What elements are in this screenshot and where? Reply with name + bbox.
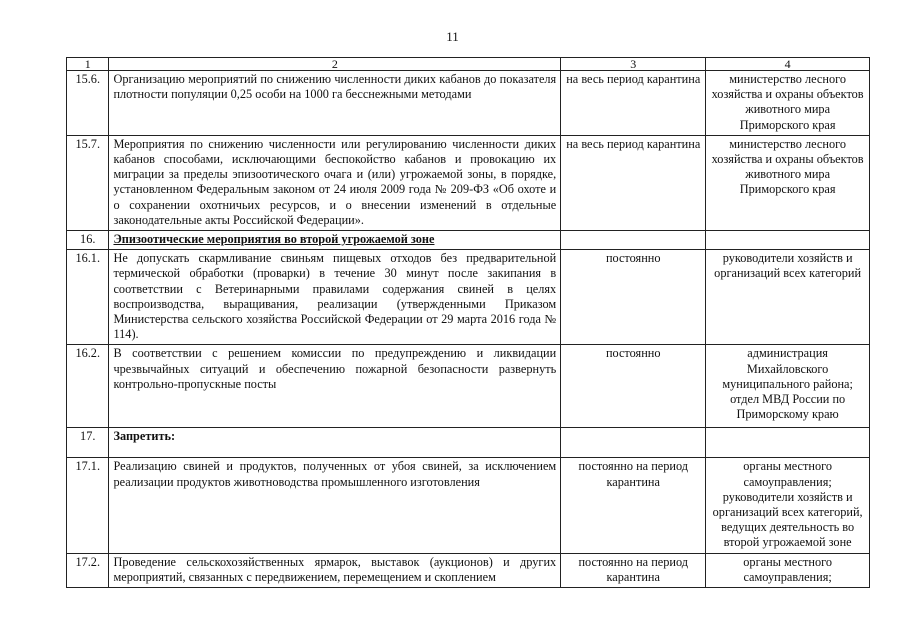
measure-text: Мероприятия по снижению численности или регулированию численности диких кабанов способами, исключающими беспокойство кабанов и провокацию их миграции за пределы эпизоотического очага и (или) угрожаемой зоны, в порядке, установленном Федеральным законом от 24 июля 2009 года № 209-ФЗ «Об охоте и о сохранении охотничьих ресурсов, и о внесении изменений в отдельные законодательные акты Российской Федерации».	[109, 135, 561, 230]
measure-text: Реализацию свиней и продуктов, полученных от убоя свиней, за исключением реализации продуктов животноводства промышленного изготовления	[109, 458, 561, 553]
responsible-text: органы местного самоуправления; руководители хозяйств и организаций всех категорий, ведущих деятельность во второй угрожаемой зоне	[706, 458, 870, 553]
table-row	[67, 71, 870, 136]
row-number: 15.6.	[67, 71, 109, 136]
row-number: 16.	[67, 231, 109, 250]
responsible-text	[706, 428, 870, 458]
period-text: на весь период карантина	[561, 71, 706, 136]
measures-table	[66, 57, 870, 588]
column-header-1: 1	[67, 58, 109, 71]
column-header-4: 4	[706, 58, 870, 71]
measure-text: В соответствии с решением комиссии по предупреждению и ликвидации чрезвычайных ситуаций и обеспечению пожарной безопасности развернуть контрольно-пропускные посты	[109, 345, 561, 428]
measure-text: Проведение сельскохозяйственных ярмарок, выставок (аукционов) и других мероприятий, связанных с передвижением, перемещением и скоплением	[109, 553, 561, 587]
period-text: постоянно на период карантина	[561, 458, 706, 553]
column-header-2: 2	[109, 58, 561, 71]
page-number: 11	[446, 29, 459, 44]
responsible-text	[706, 231, 870, 250]
responsible-text: министерство лесного хозяйства и охраны объектов животного мира Приморского края	[706, 135, 870, 230]
table-row	[67, 458, 870, 553]
row-number: 16.1.	[67, 250, 109, 345]
measure-text: Организацию мероприятий по снижению численности диких кабанов до показателя плотности популяции 0,25 особи на 1000 га бесснежными методами	[109, 71, 561, 136]
responsible-text: министерство лесного хозяйства и охраны объектов животного мира Приморского края	[706, 71, 870, 136]
column-header-3: 3	[561, 58, 706, 71]
table-header-row	[67, 58, 870, 71]
responsible-text: руководители хозяйств и организаций всех категорий	[706, 250, 870, 345]
row-number: 17.2.	[67, 553, 109, 587]
table-row	[67, 553, 870, 587]
row-number: 17.	[67, 428, 109, 458]
section-heading: Запретить:	[109, 428, 561, 458]
measure-text: Не допускать скармливание свиньям пищевых отходов без предварительной термической обработки (проварки) в течение 30 минут после закипания в соответствии с Ветеринарными правилами содержания свиней в целях воспроизводства, выращивания, реализации (утвержденными Приказом Министерства сельского хозяйства Российской Федерации от 29 марта 2016 года № 114).	[109, 250, 561, 345]
table-row	[67, 231, 870, 250]
period-text: постоянно на период карантина	[561, 553, 706, 587]
table-row	[67, 428, 870, 458]
period-text	[561, 231, 706, 250]
table-row	[67, 250, 870, 345]
row-number: 15.7.	[67, 135, 109, 230]
row-number: 16.2.	[67, 345, 109, 428]
period-text: постоянно	[561, 345, 706, 428]
section-heading: Эпизоотические мероприятия во второй угрожаемой зоне	[109, 231, 561, 250]
period-text: постоянно	[561, 250, 706, 345]
responsible-text: органы местного самоуправления;	[706, 553, 870, 587]
period-text	[561, 428, 706, 458]
responsible-text: администрация Михайловского муниципального района; отдел МВД России по Приморскому краю	[706, 345, 870, 428]
period-text: на весь период карантина	[561, 135, 706, 230]
table-row	[67, 135, 870, 230]
table-row	[67, 345, 870, 428]
row-number: 17.1.	[67, 458, 109, 553]
